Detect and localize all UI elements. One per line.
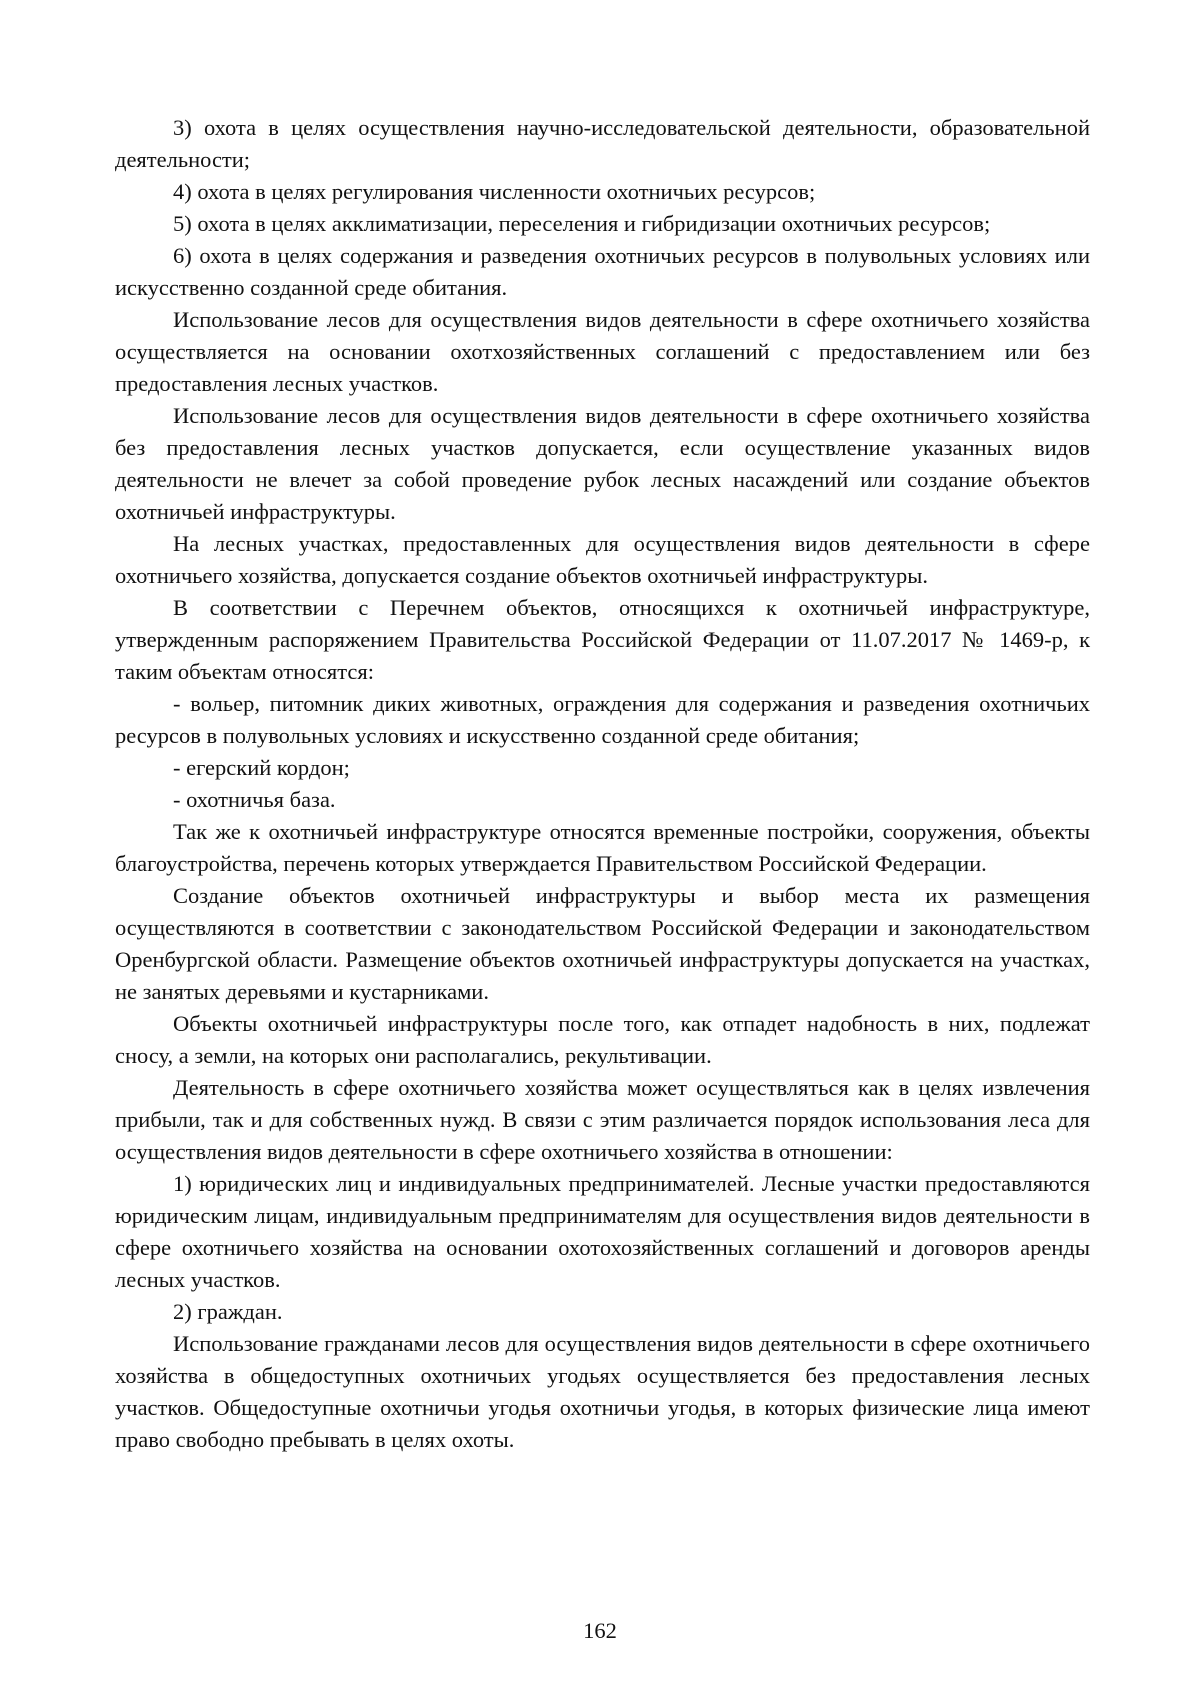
paragraph-public-hunting-grounds: Использование гражданами лесов для осуществления видов деятельности в сфере охотничьего хозяйства в общедоступных охотничьих угодьях осуществляется без предоставления лесных участков. Общедоступные охотничьи угодья охотничьи угодья, в которых физические лица имеют право свободно пребывать в целях охоты. <box>115 1331 1090 1452</box>
paragraph-temporary-buildings: Так же к охотничьей инфраструктуре относятся временные постройки, сооружения, объекты благоустройства, перечень которых утверждается Правительством Российской Федерации. <box>115 819 1090 876</box>
paragraph-hunting-regulation: 4) охота в целях регулирования численности охотничьих ресурсов; <box>173 179 816 204</box>
paragraph-activity-purposes: Деятельность в сфере охотничьего хозяйства может осуществляться как в целях извлечения прибыли, так и для собственных нужд. В связи с этим различается порядок использования леса для осуществления видов деятельности в сфере охотничьего хозяйства в отношении: <box>115 1075 1090 1164</box>
paragraph-hunting-research: 3) охота в целях осуществления научно-исследовательской деятельности, образовательной деятельности; <box>115 115 1090 172</box>
document-body <box>115 112 1090 1456</box>
paragraph-forest-use-without-plots: Использование лесов для осуществления видов деятельности в сфере охотничьего хозяйства без предоставления лесных участков допускается, если осуществление указанных видов деятельности не влечет за собой проведение рубок лесных насаждений или создание объектов охотничьей инфраструктуры. <box>115 403 1090 524</box>
paragraph-forest-use-agreements: Использование лесов для осуществления видов деятельности в сфере охотничьего хозяйства осуществляется на основании охотхозяйственных соглашений с предоставлением или без предоставления лесных участков. <box>115 307 1090 396</box>
paragraph-hunting-acclimatization: 5) охота в целях акклиматизации, переселения и гибридизации охотничьих ресурсов; <box>173 211 991 236</box>
paragraph-infrastructure-list-intro: В соответствии с Перечнем объектов, относящихся к охотничьей инфраструктуре, утвержденным распоряжением Правительства Российской Федерации от 11.07.2017 № 1469-р, к таким объектам относятся: <box>115 595 1090 684</box>
paragraph-infrastructure-allowed: На лесных участках, предоставленных для осуществления видов деятельности в сфере охотничьего хозяйства, допускается создание объектов охотничьей инфраструктуры. <box>115 531 1090 588</box>
list-item-enclosure: - вольер, питомник диких животных, ограждения для содержания и разведения охотничьих ресурсов в полувольных условиях и искусственно созданной среде обитания; <box>115 691 1090 748</box>
paragraph-infrastructure-removal: Объекты охотничьей инфраструктуры после того, как отпадет надобность в них, подлежат сносу, а земли, на которых они располагались, рекультивации. <box>115 1011 1090 1068</box>
paragraph-citizens: 2) граждан. <box>173 1299 283 1324</box>
list-item-hunting-base: - охотничья база. <box>173 787 336 812</box>
paragraph-infrastructure-placement: Создание объектов охотничьей инфраструктуры и выбор места их размещения осуществляются в соответствии с законодательством Российской Федерации и законодательством Оренбургской области. Размещение объектов охотничьей инфраструктуры допускается на участках, не занятых деревьями и кустарниками. <box>115 883 1090 1004</box>
page-number: 162 <box>583 1618 617 1643</box>
paragraph-hunting-breeding: 6) охота в целях содержания и разведения охотничьих ресурсов в полувольных условиях или искусственно созданной среде обитания. <box>115 243 1090 300</box>
list-item-ranger-cordon: - егерский кордон; <box>173 755 350 780</box>
paragraph-legal-entities: 1) юридических лиц и индивидуальных предпринимателей. Лесные участки предоставляются юридическим лицам, индивидуальным предпринимателям для осуществления видов деятельности в сфере охотничьего хозяйства на основании охотохозяйственных соглашений и договоров аренды лесных участков. <box>115 1171 1090 1292</box>
